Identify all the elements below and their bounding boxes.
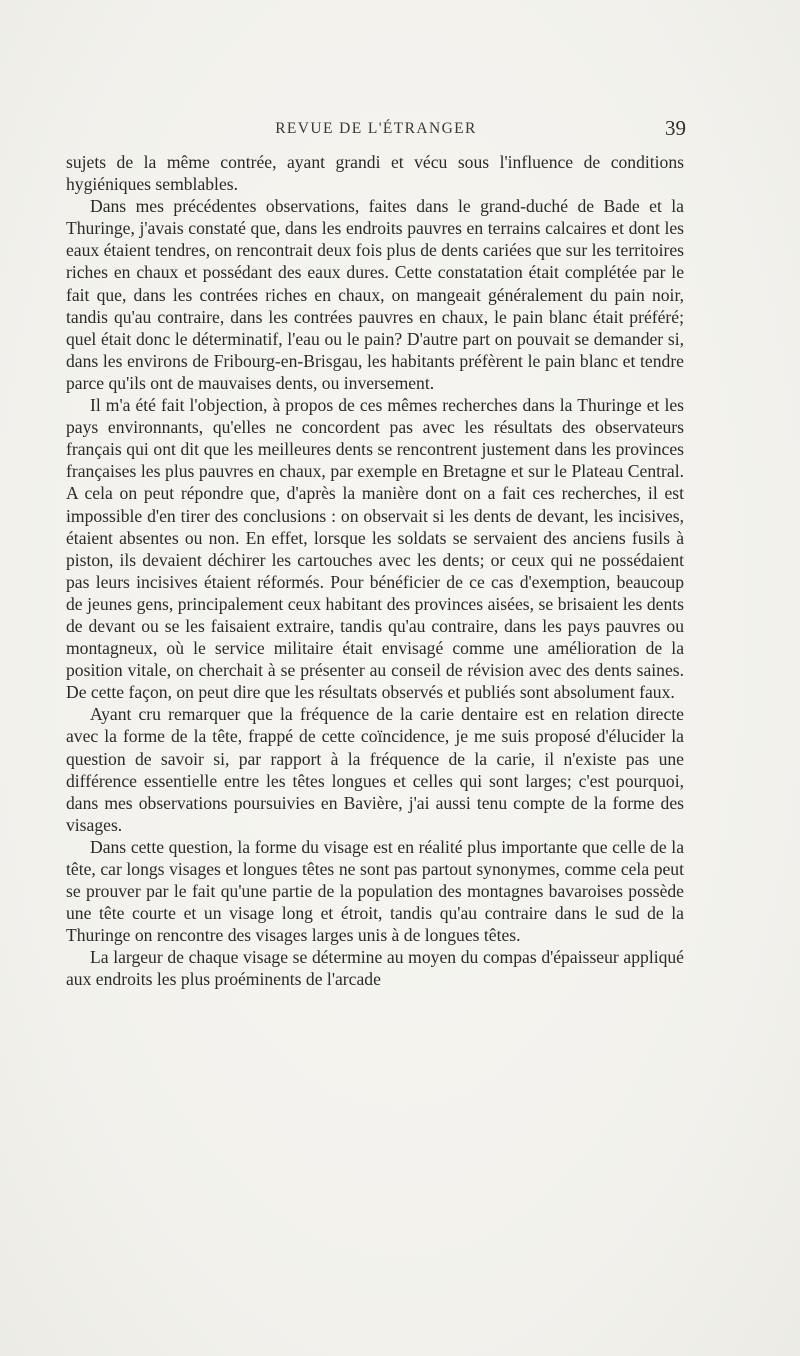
paragraph-bade-thuringe: Dans mes précédentes observations, faites dans le grand-duché de Bade et la Thuringe, j'avais constaté que, dans les endroits pauvres en terrains calcaires et dont les eaux étaient tendres, on rencontrait deux fois plus de dents cariées que sur les territoires riches en chaux et possédant des eaux dures. Cette constatation était complétée par le fait que, dans les contrées riches en chaux, on mangeait généralement du pain noir, tandis qu'au contraire, dans les contrées pauvres en chaux, le pain blanc était préféré; quel était donc le déterminatif, l'eau ou le pain? D'autre part on pouvait se demander si, dans les environs de Fribourg-en-Brisgau, les habitants préfèrent le pain blanc et tendre parce qu'ils ont de mauvaises dents, ou inversement. <box>66 196 685 393</box>
running-header <box>66 117 686 141</box>
paragraph-continued: sujets de la même contrée, ayant grandi et vécu sous l'influence de conditions hygiéniques semblables. <box>66 152 684 195</box>
paragraph-objection: Il m'a été fait l'objection, à propos de ces mêmes recherches dans la Thuringe et les pays environnants, qu'elles ne concordent pas avec les résultats des observateurs français qui ont dit que les meilleures dents se rencontrent justement dans les provinces françaises les plus pauvres en chaux, par exemple en Bretagne et sur le Plateau Central. A cela on peut répondre que, d'après la manière dont on a fait ces recherches, il est impossible d'en tirer des conclusions : on observait si les dents de devant, les incisives, étaient absentes ou non. En effet, lorsque les soldats se servaient des anciens fusils à piston, ils devaient déchirer les cartouches avec les dents; or ceux qui ne possédaient pas leurs incisives étaient réformés. Pour bénéficier de ce cas d'exemption, beaucoup de jeunes gens, principalement ceux habitant des provinces aisées, se brisaient les dents de devant ou se les faisaient extraire, tandis qu'au contraire, dans les pays pauvres ou montagneux, où le service militaire était envisagé comme une amélioration de la position vitale, on cherchait à se présenter au conseil de révision avec des dents saines. De cette façon, on peut dire que les résultats observés et publiés sont absolument faux. <box>66 395 684 703</box>
paragraph-face-shape: Dans cette question, la forme du visage est en réalité plus importante que celle de la tête, car longs visages et longues têtes ne sont pas partout synonymes, comme cela peut se prouver par le fait qu'une partie de la population des montagnes bavaroises possède une tête courte et un visage long et étroit, tandis qu'au contraire dans le sud de la Thuringe on rencontre des visages larges unis à de longues têtes. <box>66 836 684 946</box>
body-text <box>66 151 684 991</box>
paragraph-head-shape: Ayant cru remarquer que la fréquence de la carie dentaire est en relation directe avec la forme de la tête, frappé de cette coïncidence, je me suis proposé d'élucider la question de savoir si, par rapport à la fréquence de la carie, il n'existe pas une différence essentielle entre les têtes longues et celles qui sont larges; c'est pourquoi, dans mes observations poursuivies en Bavière, j'ai aussi tenu compte de la forme des visages. <box>66 704 684 835</box>
running-title: REVUE DE L'ÉTRANGER <box>275 120 477 137</box>
page-number: 39 <box>665 116 686 140</box>
paragraph-face-width: La largeur de chaque visage se détermine au moyen du compas d'épaisseur appliqué aux endroits les plus proéminents de l'arcade <box>66 947 684 990</box>
